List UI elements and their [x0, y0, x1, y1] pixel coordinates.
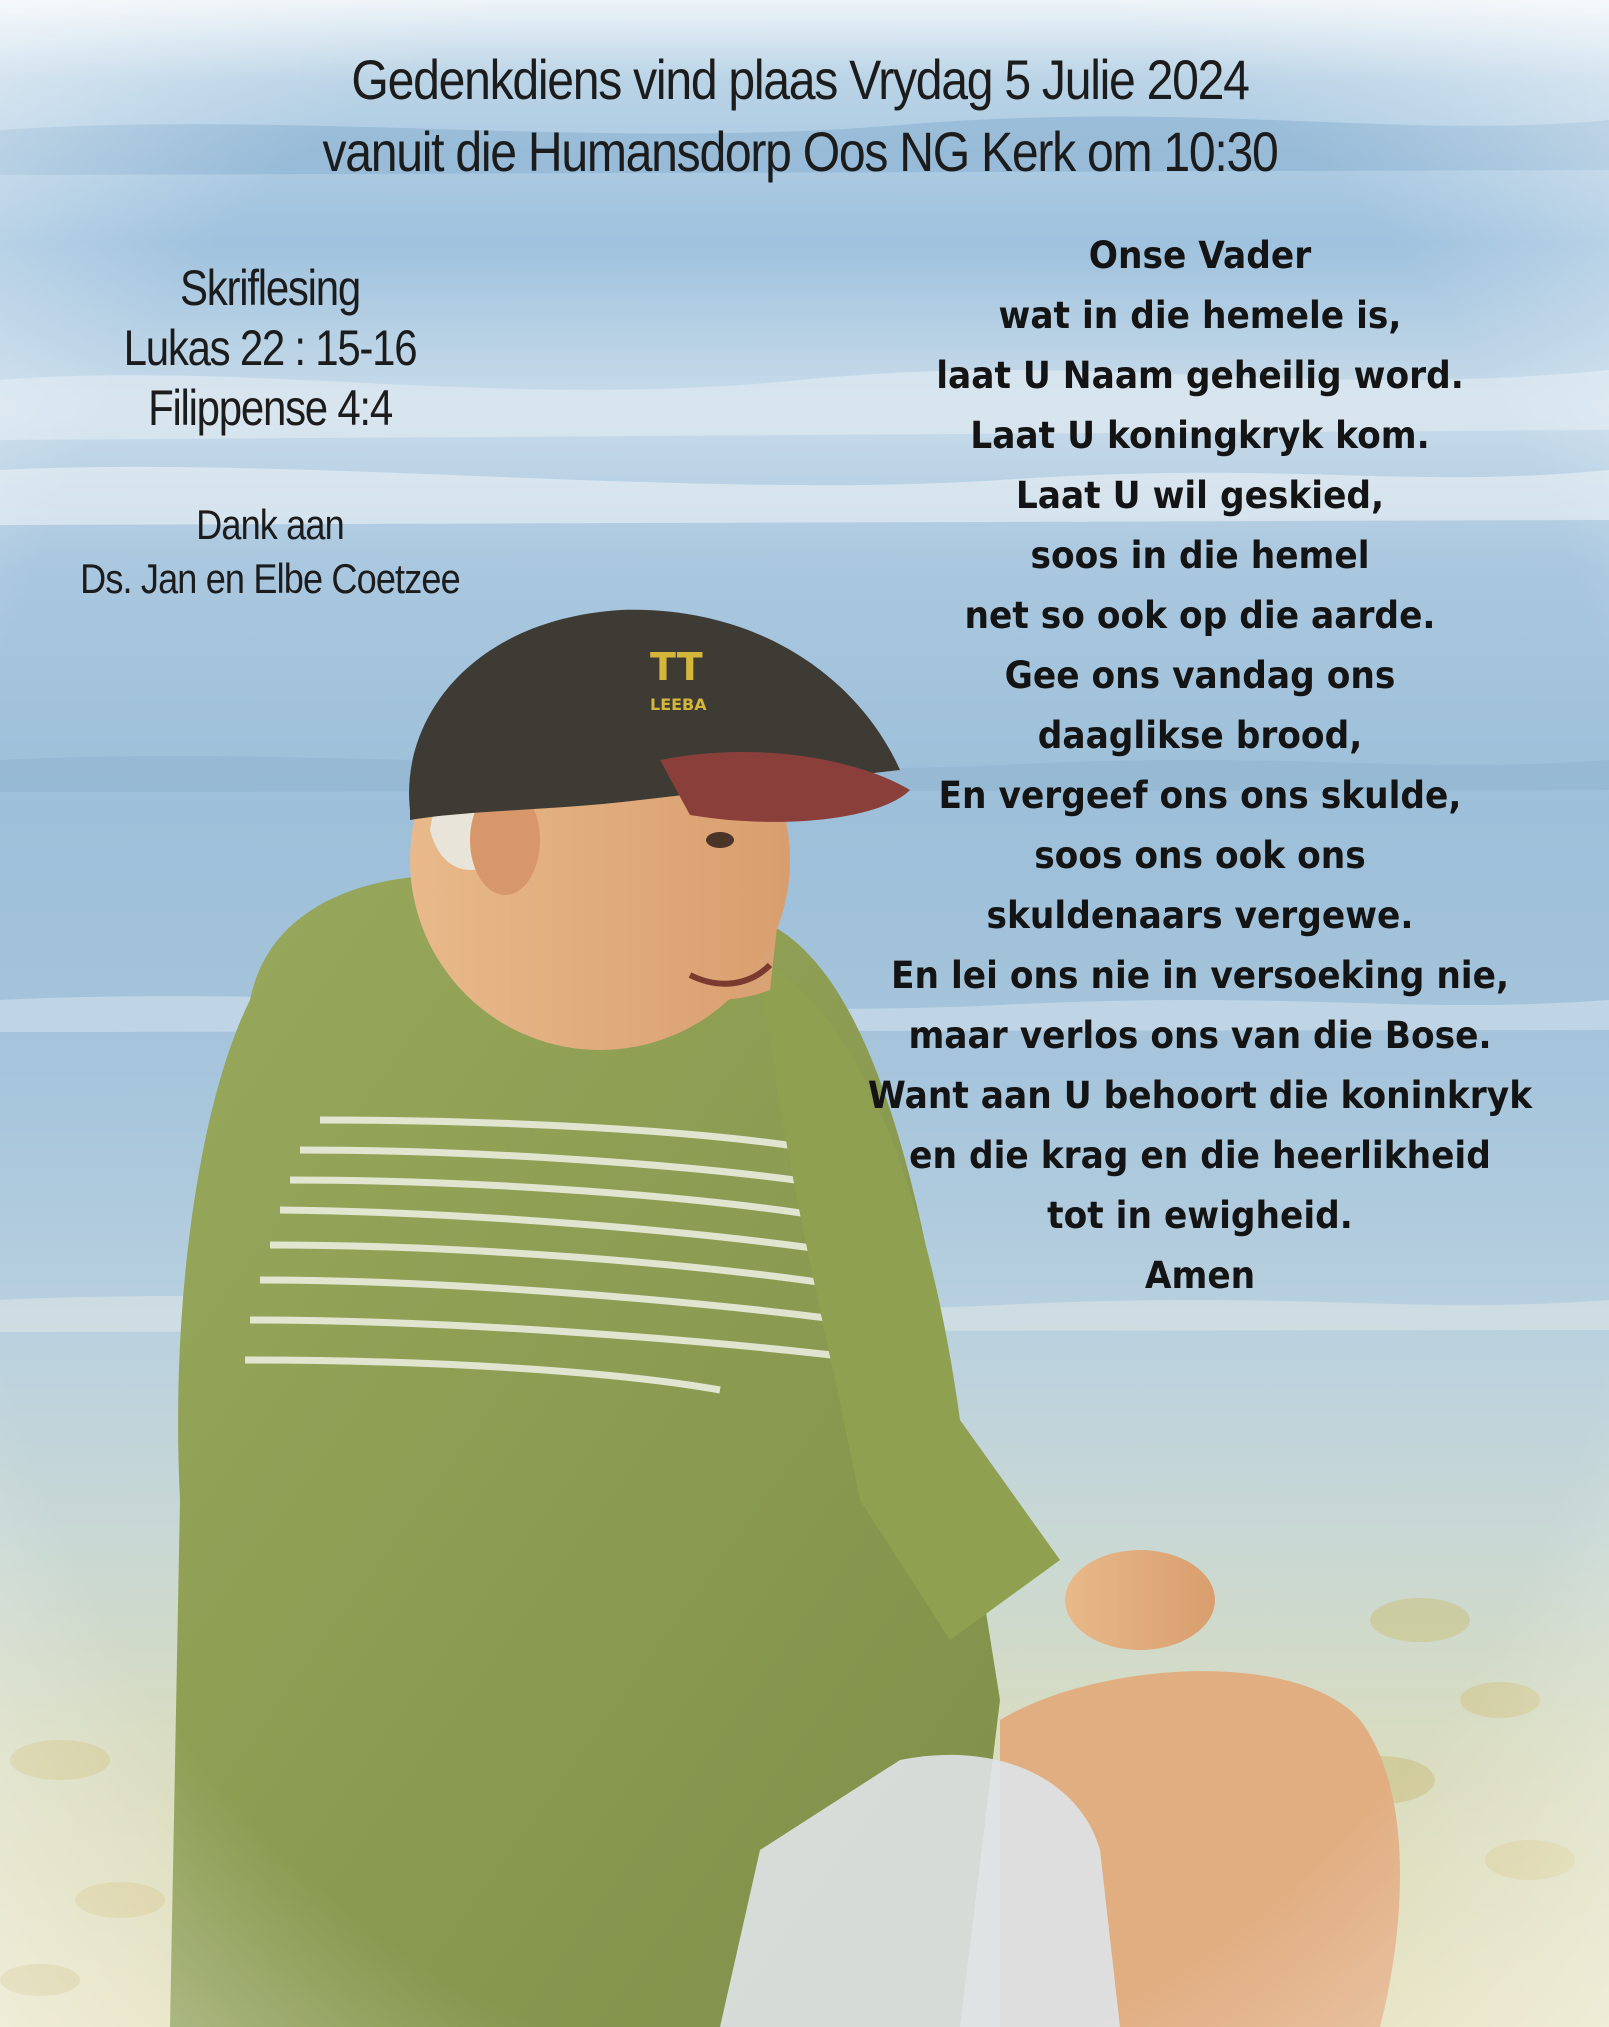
- service-heading: [215, 44, 1385, 188]
- prayer-line: En lei ons nie in versoeking nie,: [890, 954, 1510, 997]
- prayer-line: laat U Naam geheilig word.: [936, 354, 1464, 397]
- prayer-line: wat in die hemele is,: [998, 294, 1402, 337]
- scripture-readings: [68, 258, 471, 438]
- thanks-note: [55, 498, 485, 606]
- prayer-line: skuldenaars vergewe.: [986, 894, 1414, 937]
- prayer-line: Laat U koningkryk kom.: [970, 414, 1430, 457]
- prayer-line: Laat U wil geskied,: [1015, 474, 1385, 517]
- prayer-line: Gee ons vandag ons: [1004, 654, 1396, 697]
- reading-reference-1: Lukas 22 : 15-16: [123, 320, 417, 376]
- heading-line-2: vanuit die Humansdorp Oos NG Kerk om 10:30: [322, 120, 1278, 183]
- prayer-line: maar verlos ons van die Bose.: [908, 1014, 1492, 1057]
- prayer-line: net so ook op die aarde.: [964, 594, 1436, 637]
- prayer-line: daaglikse brood,: [1037, 714, 1363, 757]
- reading-reference-2: Filippense 4:4: [148, 380, 392, 436]
- lords-prayer: [809, 226, 1590, 1306]
- thanks-line-1: Dank aan: [196, 501, 344, 548]
- prayer-line: En vergeef ons ons skulde,: [938, 774, 1462, 817]
- prayer-line: soos in die hemel: [1030, 534, 1370, 577]
- prayer-line: Amen: [1144, 1254, 1256, 1297]
- thanks-line-2: Ds. Jan en Elbe Coetzee: [80, 555, 460, 602]
- heading-line-1: Gedenkdiens vind plaas Vrydag 5 Julie 2024: [351, 48, 1249, 111]
- prayer-line: Want aan U behoort die koninkryk: [867, 1074, 1533, 1117]
- readings-title: Skriflesing: [180, 260, 360, 316]
- prayer-line: tot in ewigheid.: [1047, 1194, 1353, 1237]
- prayer-line: soos ons ook ons: [1034, 834, 1366, 877]
- prayer-line: Onse Vader: [1088, 234, 1312, 277]
- prayer-line: en die krag en die heerlikheid: [909, 1134, 1491, 1177]
